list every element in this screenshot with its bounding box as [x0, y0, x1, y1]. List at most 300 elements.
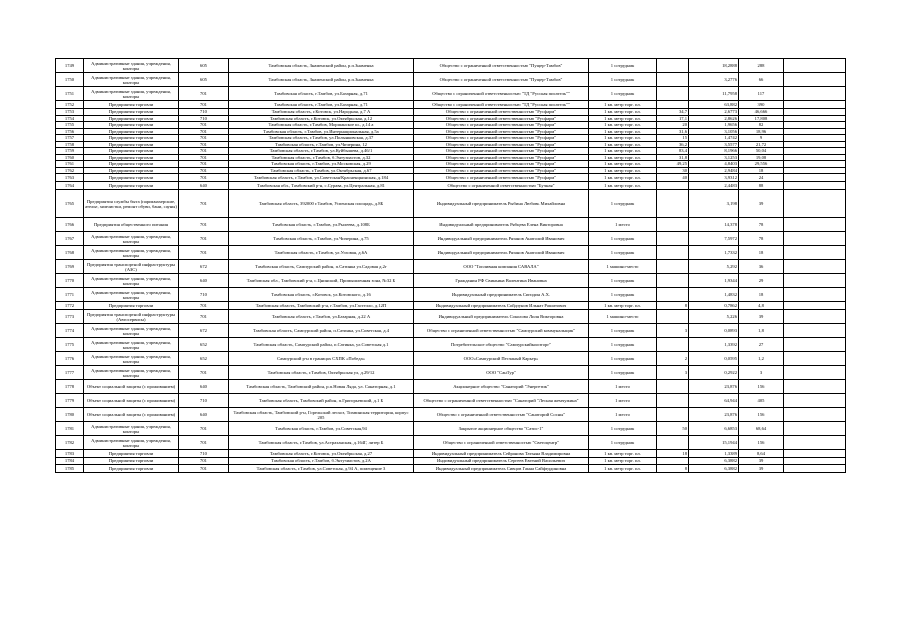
object-type-cell: Предприятия торговли	[84, 101, 179, 109]
empty-cell-cell	[784, 190, 846, 218]
value-b-cell: 4,8403	[689, 161, 739, 168]
address-cell: Тамбовская область, Тамбовский район, р.п.Новая Ляда, ул. Санаторная, д.1	[229, 380, 414, 394]
value-a-cell	[657, 288, 689, 302]
table-row	[56, 366, 846, 380]
empty-cell-cell	[784, 422, 846, 436]
value-c-cell: 66	[739, 73, 784, 87]
address-cell: Тамбовская область, 392000 г.Тамбов, Успенская площадь, д.8Б	[229, 190, 414, 218]
okpo-code-cell: 640	[179, 274, 229, 288]
row-number-cell: 1756	[56, 128, 84, 135]
row-number-cell: 1764	[56, 182, 84, 190]
value-b-cell: 3,1253	[689, 154, 739, 161]
object-type-cell: Предприятия торговли	[84, 148, 179, 155]
organization-cell: ООО "СанТур"	[414, 366, 589, 380]
address-cell: Тамбовская область, г.Тамбов, ул.Чичерина, д.75	[229, 232, 414, 246]
row-number-cell: 1776	[56, 352, 84, 366]
value-b-cell: 15,1944	[689, 436, 739, 450]
okpo-code-cell: 710	[179, 288, 229, 302]
address-cell: Сампурский р-н в границах СХПК «Победа»	[229, 352, 414, 366]
value-b-cell: 3,2776	[689, 73, 739, 87]
value-a-cell	[657, 182, 689, 190]
unit-cell: 1 кв. метр торг. пл.	[589, 464, 657, 472]
row-number-cell: 1755	[56, 122, 84, 129]
table-row	[56, 422, 846, 436]
value-b-cell: 0,0893	[689, 324, 739, 338]
row-number-cell: 1753	[56, 109, 84, 116]
organization-cell: Индивидуальный предприниматель Рязанов Анатолий Иванович	[414, 232, 589, 246]
empty-cell-cell	[784, 450, 846, 458]
organization-cell: Общество с ограниченной ответственностью "Светоцентр"	[414, 436, 589, 450]
okpo-code-cell: 640	[179, 408, 229, 422]
object-type-cell: Предприятия торговли	[84, 135, 179, 142]
okpo-code-cell: 701	[179, 436, 229, 450]
value-b-cell: 2,6773	[689, 109, 739, 116]
row-number-cell: 1770	[56, 274, 84, 288]
address-cell: Тамбовская область, г.Тамбов, Моршанское ш., д.14 а	[229, 122, 414, 129]
address-cell: Тамбовская область, г.Тамбов, б.Энтузиастов, д.32	[229, 154, 414, 161]
value-b-cell: 0,7862	[689, 302, 739, 310]
address-cell: Тамбовская область, г.Тамбов, ул.Базарная, д.71	[229, 101, 414, 109]
unit-cell: 1 сотрудник	[589, 274, 657, 288]
empty-cell-cell	[784, 464, 846, 472]
empty-cell-cell	[784, 274, 846, 288]
table-body	[56, 59, 846, 473]
organization-cell: ООО«Сампурский Песчаный Карьер»	[414, 352, 589, 366]
row-number-cell: 1783	[56, 450, 84, 458]
value-a-cell: 2	[657, 352, 689, 366]
row-number-cell: 1750	[56, 73, 84, 87]
value-a-cell	[657, 190, 689, 218]
okpo-code-cell: 701	[179, 87, 229, 101]
address-cell: Тамбовская область, г.Тамбов, ул.Угловая, д.6А	[229, 246, 414, 260]
empty-cell-cell	[784, 73, 846, 87]
row-number-cell: 1767	[56, 232, 84, 246]
value-a-cell: 8	[657, 302, 689, 310]
okpo-code-cell: 701	[179, 232, 229, 246]
empty-cell-cell	[784, 302, 846, 310]
unit-cell: 1 машино-место	[589, 260, 657, 274]
value-b-cell: 6,6853	[689, 422, 739, 436]
value-c-cell: 46,666	[739, 109, 784, 116]
okpo-code-cell: 640	[179, 380, 229, 394]
object-type-cell: Предприятия общественного питания	[84, 218, 179, 232]
value-c-cell: 1,2	[739, 352, 784, 366]
unit-cell: 1 сотрудник	[589, 232, 657, 246]
object-type-cell: Предприятия транспортной инфраструктуры (АЗС)	[84, 260, 179, 274]
value-a-cell: 34,7	[657, 109, 689, 116]
unit-cell: 1 кв. метр торг. пл.	[589, 302, 657, 310]
value-c-cell: 39	[739, 190, 784, 218]
organization-cell: Акционерное общество "Санаторий "Энергетик"	[414, 380, 589, 394]
unit-cell: 1 кв. метр торг. пл.	[589, 141, 657, 148]
value-b-cell: 1,4742	[689, 135, 739, 142]
value-c-cell: 39	[739, 310, 784, 324]
unit-cell: 1 сотрудник	[589, 352, 657, 366]
unit-cell: 1 сотрудник	[589, 288, 657, 302]
row-number-cell: 1749	[56, 59, 84, 73]
value-c-cell: 9	[739, 135, 784, 142]
value-a-cell: 18	[657, 450, 689, 458]
empty-cell-cell	[784, 288, 846, 302]
value-c-cell: 8,64	[739, 450, 784, 458]
unit-cell: 1 сотрудник	[589, 436, 657, 450]
organization-cell: Общество с ограниченной ответственностью "Пущер-Тамбов"	[414, 73, 589, 87]
value-a-cell: 8	[657, 464, 689, 472]
value-c-cell: 36	[739, 260, 784, 274]
value-c-cell: 156	[739, 408, 784, 422]
okpo-code-cell: 701	[179, 190, 229, 218]
table-row	[56, 101, 846, 109]
unit-cell: 1 сотрудник	[589, 366, 657, 380]
okpo-code-cell: 701	[179, 218, 229, 232]
value-a-cell: 83,4	[657, 148, 689, 155]
table-row	[56, 352, 846, 366]
row-number-cell: 1768	[56, 246, 84, 260]
unit-cell: 1 сотрудник	[589, 59, 657, 73]
unit-cell: 1 кв. метр торг. пл.	[589, 128, 657, 135]
organization-cell: Индивидуальный предприниматель Рыбина Любовь Михайловна	[414, 190, 589, 218]
address-cell: Тамбовская область, г.Котовск, ул.Народная, д.7 А	[229, 109, 414, 116]
object-type-cell: Административные здания, учреждения, конторы	[84, 422, 179, 436]
table-row	[56, 338, 846, 352]
value-a-cell	[657, 101, 689, 109]
value-a-cell: 17,1	[657, 115, 689, 122]
table-row	[56, 394, 846, 408]
empty-cell-cell	[784, 394, 846, 408]
address-cell: Тамбовская область, г.Тамбов, ул.Советская/Красненцкинская, д.184	[229, 174, 414, 182]
address-cell: Тамбовская область, г.Тамбов, ул.Октябрьская, д.67	[229, 167, 414, 174]
value-b-cell: 8,1966	[689, 148, 739, 155]
value-c-cell: 18	[739, 246, 784, 260]
value-a-cell: 50	[657, 422, 689, 436]
value-c-cell: 390	[739, 101, 784, 109]
value-c-cell: 68,64	[739, 422, 784, 436]
okpo-code-cell: 710	[179, 394, 229, 408]
value-c-cell: 88	[739, 182, 784, 190]
table-row	[56, 408, 846, 422]
value-c-cell: 156	[739, 436, 784, 450]
row-number-cell: 1778	[56, 380, 84, 394]
table-row	[56, 324, 846, 338]
value-a-cell	[657, 408, 689, 422]
organization-cell: Индивидуальный предприниматель Рябцева Елена Викторовна	[414, 218, 589, 232]
organization-cell: Гражданин РФ Свиньина Валентина Ивановна	[414, 274, 589, 288]
okpo-code-cell: 710	[179, 109, 229, 116]
row-number-cell: 1774	[56, 324, 84, 338]
organization-cell: ООО "Топливная компания САВАЛА"	[414, 260, 589, 274]
value-a-cell	[657, 73, 689, 87]
organization-cell: Общество с ограниченной ответственностью "Русфарм"	[414, 122, 589, 129]
empty-cell-cell	[784, 87, 846, 101]
address-cell: Тамбовская область, Сампурский район, п.Сатинка ул.Садовая д.2г	[229, 260, 414, 274]
value-a-cell	[657, 59, 689, 73]
address-cell: Тамбовская область, г.Котовск, ул.Октябрьская, д.12	[229, 115, 414, 122]
organization-cell: Общество с ограниченной ответственностью "Санаторий Сосны"	[414, 408, 589, 422]
value-b-cell: 1,9656	[689, 122, 739, 129]
empty-cell-cell	[784, 408, 846, 422]
value-c-cell: 29,556	[739, 161, 784, 168]
okpo-code-cell: 701	[179, 302, 229, 310]
empty-cell-cell	[784, 380, 846, 394]
unit-cell: 1 кв. метр торг. пл.	[589, 167, 657, 174]
object-type-cell: Административные здания, учреждения, конторы	[84, 352, 179, 366]
object-type-cell: Административные здания, учреждения, конторы	[84, 246, 179, 260]
address-cell: Тамбовская область, г.Тамбов, ул.Астраханская, д.164Г, литер Б	[229, 436, 414, 450]
value-b-cell: 2,4483	[689, 182, 739, 190]
value-c-cell: 18,96	[739, 128, 784, 135]
table-row	[56, 464, 846, 472]
empty-cell-cell	[784, 246, 846, 260]
object-type-cell: Предприятия торговли	[84, 154, 179, 161]
address-cell: Тамбовская область, г.Тамбов, ул.Интернациональная, д.5а	[229, 128, 414, 135]
value-b-cell: 1,9344	[689, 274, 739, 288]
unit-cell: 1 кв. метр торг. пл.	[589, 182, 657, 190]
row-number-cell: 1765	[56, 190, 84, 218]
empty-cell-cell	[784, 366, 846, 380]
okpo-code-cell: 701	[179, 310, 229, 324]
value-b-cell: 0,2922	[689, 366, 739, 380]
row-number-cell: 1781	[56, 422, 84, 436]
value-c-cell: 117	[739, 87, 784, 101]
object-type-cell: Объект социальной защиты (с проживанием)	[84, 380, 179, 394]
unit-cell: 1 кв. метр торг. пл.	[589, 174, 657, 182]
row-number-cell: 1760	[56, 154, 84, 161]
unit-cell: 1 место	[589, 394, 657, 408]
unit-cell: 1 кв. метр торг. пл.	[589, 450, 657, 458]
empty-cell-cell	[784, 232, 846, 246]
value-a-cell: 15	[657, 135, 689, 142]
object-type-cell: Предприятия торговли	[84, 182, 179, 190]
object-type-cell: Предприятия транспортной инфраструктуры (Автосервисы)	[84, 310, 179, 324]
value-c-cell: 29	[739, 274, 784, 288]
organization-cell: Общество с ограниченной ответственностью "Сампурский коммунальщик"	[414, 324, 589, 338]
okpo-code-cell: 605	[179, 59, 229, 73]
address-cell: Тамбовская область, г.Котовск, ул.Котовского, д.16	[229, 288, 414, 302]
organization-cell: Общество с ограниченной ответственностью "Русфарм"	[414, 141, 589, 148]
address-cell: Тамбовская область, Сампурский район, п.Сатинка, ул.Советская, д.4	[229, 324, 414, 338]
table-row	[56, 232, 846, 246]
table-row	[56, 450, 846, 458]
object-type-cell: Административные здания, учреждения, конторы	[84, 87, 179, 101]
unit-cell: 1 место	[589, 218, 657, 232]
table-row	[56, 87, 846, 101]
object-type-cell: Административные здания, учреждения, конторы	[84, 324, 179, 338]
address-cell: Тамбовская обл., Тамбовский р-н, с.Цнинский, Промышленная зона, №32 Б	[229, 274, 414, 288]
empty-cell-cell	[784, 174, 846, 182]
value-a-cell	[657, 246, 689, 260]
empty-cell-cell	[784, 324, 846, 338]
value-a-cell: 31,8	[657, 154, 689, 161]
value-b-cell: 6,3882	[689, 458, 739, 465]
okpo-code-cell: 701	[179, 148, 229, 155]
okpo-code-cell: 701	[179, 128, 229, 135]
value-c-cell: 17,808	[739, 115, 784, 122]
object-type-cell: Административные здания, учреждения, конторы	[84, 436, 179, 450]
value-b-cell: 1,7332	[689, 246, 739, 260]
organization-cell: Индивидуальный предприниматель Соколова Лиля Викторовна	[414, 310, 589, 324]
table-row	[56, 260, 846, 274]
row-number-cell: 1782	[56, 436, 84, 450]
value-b-cell: 7,5972	[689, 232, 739, 246]
value-b-cell: 3,9312	[689, 174, 739, 182]
address-cell: Тамбовская область, г.Тамбов, ул.Полынковская, д.37	[229, 135, 414, 142]
value-c-cell: 39	[739, 464, 784, 472]
address-cell: Тамбовская область, г.Тамбов, ул.Чичерина, 12	[229, 141, 414, 148]
okpo-code-cell: 701	[179, 366, 229, 380]
row-number-cell: 1785	[56, 464, 84, 472]
value-c-cell: 39	[739, 458, 784, 465]
address-cell: Тамбовская область, г.Тамбов, Октябрьская ул, д.29/12	[229, 366, 414, 380]
table-row	[56, 73, 846, 87]
okpo-code-cell: 605	[179, 73, 229, 87]
okpo-code-cell: 701	[179, 154, 229, 161]
unit-cell: 1 сотрудник	[589, 422, 657, 436]
object-type-cell: Предприятия торговли	[84, 464, 179, 472]
unit-cell: 1 кв. метр торг. пл.	[589, 101, 657, 109]
unit-cell: 1 кв. метр торг. пл.	[589, 458, 657, 465]
address-cell: Тамбовская область, г.Тамбов, ул.Рылеева, д.108Б	[229, 218, 414, 232]
value-c-cell: 1,8	[739, 324, 784, 338]
table-row	[56, 288, 846, 302]
okpo-code-cell: 701	[179, 246, 229, 260]
table-row	[56, 190, 846, 218]
address-cell: Тамбовская область, г.Тамбов, ул.Советская,94	[229, 422, 414, 436]
row-number-cell: 1763	[56, 174, 84, 182]
organization-cell: Общество с ограниченной ответственностью "Русфарм"	[414, 135, 589, 142]
unit-cell: 1 кв. метр торг. пл.	[589, 161, 657, 168]
object-type-cell: Объект социальной защиты (с проживанием)	[84, 408, 179, 422]
organization-cell: Общество с ограниченной ответственностью "Русфарм"	[414, 148, 589, 155]
value-c-cell: 50,04	[739, 148, 784, 155]
table-row	[56, 246, 846, 260]
value-a-cell: 3	[657, 366, 689, 380]
organization-cell: Общество с ограниченной ответственностью "Русфарм"	[414, 161, 589, 168]
okpo-code-cell: 701	[179, 101, 229, 109]
unit-cell: 1 сотрудник	[589, 246, 657, 260]
value-b-cell: 1,4832	[689, 288, 739, 302]
okpo-code-cell: 672	[179, 260, 229, 274]
table-row	[56, 174, 846, 182]
table-row	[56, 182, 846, 190]
unit-cell: 1 сотрудник	[589, 190, 657, 218]
empty-cell-cell	[784, 182, 846, 190]
value-b-cell: 11,7958	[689, 87, 739, 101]
empty-cell-cell	[784, 260, 846, 274]
object-type-cell: Предприятия торговли	[84, 128, 179, 135]
organization-cell: Общество с ограниченной ответственностью "Бучная"	[414, 182, 589, 190]
value-b-cell: 0,0595	[689, 352, 739, 366]
table-row	[56, 218, 846, 232]
value-a-cell: 40	[657, 174, 689, 182]
value-b-cell: 3,198	[689, 190, 739, 218]
unit-cell: 1 сотрудник	[589, 87, 657, 101]
organization-cell: Общество с ограниченной ответственностью "Русфарм"	[414, 167, 589, 174]
address-cell: Тамбовская область, г.Тамбов, ул.Куйбышева, д.46/1	[229, 148, 414, 155]
value-a-cell: 49,25	[657, 161, 689, 168]
address-cell: Тамбовская область, Сампурский район, п.Сатинка, ул.Советская д.1	[229, 338, 414, 352]
value-c-cell: 18	[739, 288, 784, 302]
address-cell: Тамбовская область, г.Котовск, ул.Октябрьская, д.27	[229, 450, 414, 458]
value-b-cell: 64,944	[689, 394, 739, 408]
unit-cell: 1 место	[589, 380, 657, 394]
organization-cell: Общество с ограниченной ответственностью "Русфарм"	[414, 174, 589, 182]
row-number-cell: 1766	[56, 218, 84, 232]
value-a-cell: 31,6	[657, 128, 689, 135]
unit-cell: 1 кв. метр торг. пл.	[589, 135, 657, 142]
value-b-cell: 1,3392	[689, 338, 739, 352]
value-c-cell: 288	[739, 59, 784, 73]
okpo-code-cell: 652	[179, 352, 229, 366]
value-c-cell: 4,8	[739, 302, 784, 310]
address-cell: Тамбовская область, г.Тамбов, ул.Советская, д.94 А, помещение 3	[229, 464, 414, 472]
value-a-cell: 3	[657, 324, 689, 338]
value-c-cell: 78	[739, 232, 784, 246]
object-type-cell: Административные здания, учреждения, конторы	[84, 274, 179, 288]
row-number-cell: 1780	[56, 408, 84, 422]
object-type-cell: Предприятия торговли	[84, 161, 179, 168]
value-b-cell: 2,9484	[689, 167, 739, 174]
organization-cell: Индивидуальный предприниматель Сигидин А.Х.	[414, 288, 589, 302]
organization-cell: Общество с ограниченной ответственностью "Русфарм"	[414, 128, 589, 135]
unit-cell: 1 кв. метр торг. пл.	[589, 122, 657, 129]
address-cell: Тамбовская область, г.Тамбов, ул.Московская, д.29	[229, 161, 414, 168]
empty-cell-cell	[784, 218, 846, 232]
unit-cell: 1 кв. метр торг. пл.	[589, 109, 657, 116]
organization-cell: Общество с ограниченной ответственностью "Русфарм"	[414, 115, 589, 122]
row-number-cell: 1769	[56, 260, 84, 274]
table-row	[56, 274, 846, 288]
table-row	[56, 302, 846, 310]
organization-cell: Общество с ограниченной ответственностью "Русфарм"	[414, 154, 589, 161]
organization-cell: Индивидуальный предприниматель Сергеев Евгений Васильевич	[414, 458, 589, 465]
value-a-cell	[657, 232, 689, 246]
organization-cell: Закрытое акционерное общество "Сатис-1"	[414, 422, 589, 436]
okpo-code-cell: 640	[179, 182, 229, 190]
okpo-code-cell: 701	[179, 422, 229, 436]
row-number-cell: 1784	[56, 458, 84, 465]
value-b-cell: 3,5577	[689, 141, 739, 148]
unit-cell: 1 сотрудник	[589, 338, 657, 352]
object-type-cell: Объект социальной защиты (с проживанием)	[84, 394, 179, 408]
row-number-cell: 1752	[56, 101, 84, 109]
value-a-cell	[657, 218, 689, 232]
value-c-cell: 21,72	[739, 141, 784, 148]
value-c-cell: 405	[739, 394, 784, 408]
organization-cell: Общество с ограниченной ответственностью "Русфарм"	[414, 109, 589, 116]
value-a-cell: 20	[657, 122, 689, 129]
address-cell: Тамбовская область, Знаменский район, р.п.Знаменка	[229, 73, 414, 87]
table-row	[56, 310, 846, 324]
okpo-code-cell: 701	[179, 161, 229, 168]
value-a-cell	[657, 380, 689, 394]
value-b-cell: 23,876	[689, 408, 739, 422]
object-type-cell: Предприятия торговли	[84, 167, 179, 174]
empty-cell-cell	[784, 101, 846, 109]
object-type-cell: Предприятия торговли	[84, 122, 179, 129]
okpo-code-cell: 701	[179, 141, 229, 148]
organization-cell: Общество с ограниченной ответственностью "ТД "Русская писатель""	[414, 101, 589, 109]
unit-cell: 1 сотрудник	[589, 324, 657, 338]
object-type-cell: Административные здания, учреждения, конторы	[84, 73, 179, 87]
data-table	[55, 58, 846, 473]
value-b-cell: 5,226	[689, 310, 739, 324]
address-cell: Тамбовская обл., Тамбовский р-н, с.Сурава, ул.Центральная, д.81	[229, 182, 414, 190]
organization-cell: Общество с ограниченной ответственностью "ТД "Русская писатель""	[414, 87, 589, 101]
empty-cell-cell	[784, 310, 846, 324]
value-a-cell: 30	[657, 167, 689, 174]
object-type-cell: Предприятия торговли	[84, 302, 179, 310]
row-number-cell: 1772	[56, 302, 84, 310]
